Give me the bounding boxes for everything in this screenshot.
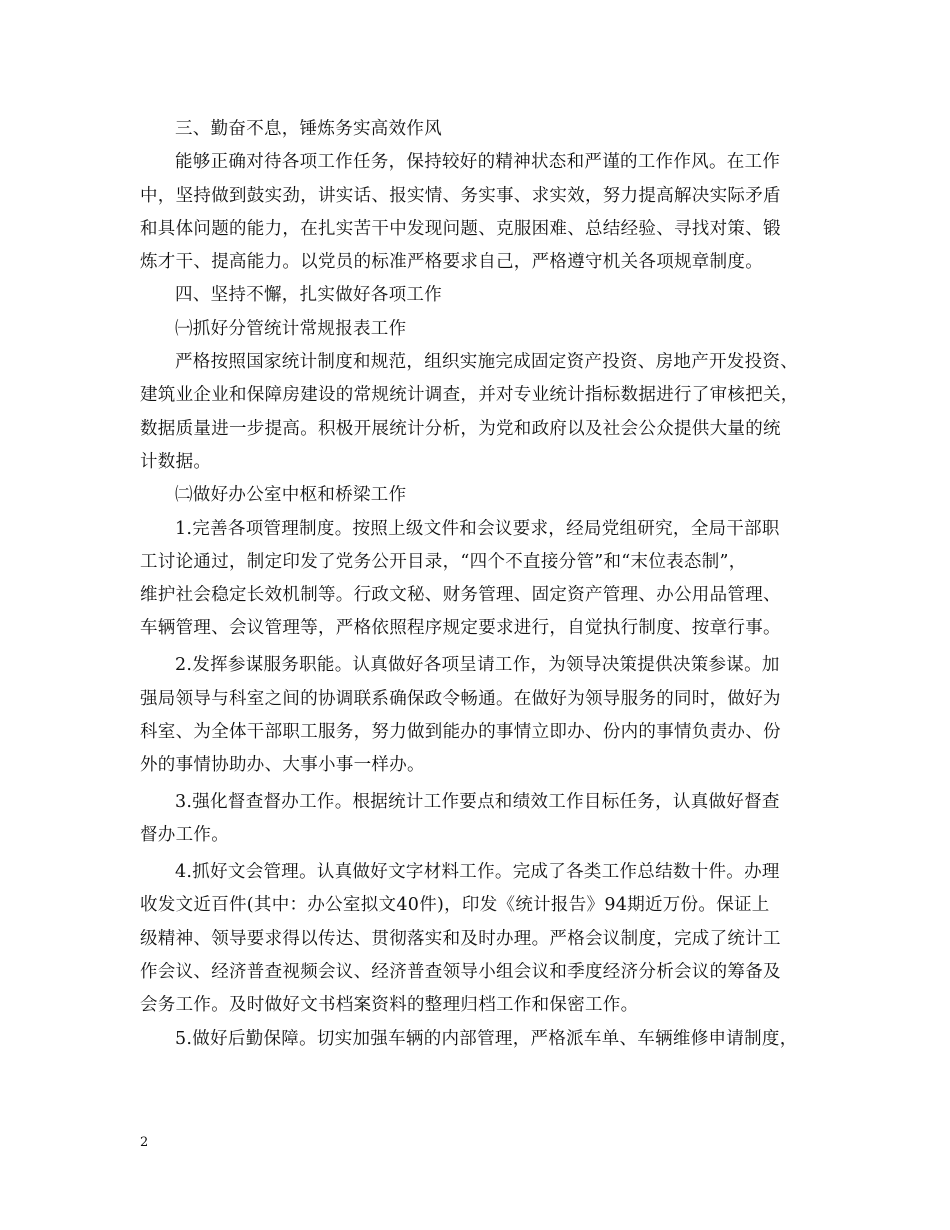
- text-line: 科室、为全体干部职工服务，努力做到能办的事情立即办、份内的事情负责办、份: [140, 721, 781, 742]
- text-line: 和具体问题的能力，在扎实苦干中发现问题、克服困难、总结经验、寻找对策、锻: [140, 218, 781, 239]
- text-line: 计数据。: [140, 451, 212, 472]
- text-line: 四、坚持不懈，扎实做好各项工作: [175, 285, 442, 306]
- text-line: 级精神、领导要求得以传达、贯彻落实和及时办理。严格会议制度，完成了统计工: [140, 928, 781, 949]
- text-line: 数据质量进一步提高。积极开展统计分析，为党和政府以及社会公众提供大量的统: [140, 418, 781, 439]
- text-line: 三、勤奋不息，锤炼务实高效作风: [175, 119, 442, 139]
- text-line: 车辆管理、会议管理等，严格依照程序规定要求进行，自觉执行制度、按章行事。: [140, 618, 781, 639]
- text-line: 外的事情协助办、大事小事一样办。: [140, 755, 425, 776]
- text-line: 4.抓好文会管理。认真做好文字材料工作。完成了各类工作总结数十件。办理: [175, 862, 780, 883]
- document-body: [140, 113, 822, 1056]
- text-line: 中，坚持做到鼓实劲，讲实话、报实情、务实事、求实效，努力提高解决实际矛盾: [140, 185, 781, 206]
- text-line: 督办工作。: [140, 825, 229, 846]
- text-line: ㈡做好办公室中枢和桥梁工作: [175, 485, 407, 506]
- text-line: 能够正确对待各项工作任务，保持较好的精神状态和严谨的工作作风。在工作: [175, 152, 781, 173]
- text-line: 严格按照国家统计制度和规范，组织实施完成固定资产投资、房地产开发投资、: [175, 352, 798, 373]
- text-line: 炼才干、提高能力。以党员的标准严格要求自己，严格遵守机关各项规章制度。: [140, 252, 763, 273]
- text-line: 1.完善各项管理制度。按照上级文件和会议要求，经局党组研究，全局干部职: [175, 518, 780, 539]
- text-line: ㈠抓好分管统计常规报表工作: [175, 318, 407, 339]
- text-line: 会务工作。及时做好文书档案资料的整理归档工作和保密工作。: [140, 995, 639, 1016]
- text-line: 作会议、经济普查视频会议、经济普查领导小组会议和季度经济分析会议的筹备及: [140, 961, 781, 982]
- text-line: 工讨论通过，制定印发了党务公开目录，“四个不直接分管”和“末位表态制”，: [140, 551, 747, 572]
- text-line: 2.发挥参谋服务职能。认真做好各项呈请工作，为领导决策提供决策参谋。加: [175, 655, 780, 676]
- text-line: 5.做好后勤保障。切实加强车辆的内部管理，严格派车单、车辆维修申请制度，: [175, 1028, 798, 1049]
- page-number: 2: [140, 1135, 149, 1150]
- text-line: 3.强化督查督办工作。根据统计工作要点和绩效工作目标任务，认真做好督查: [175, 791, 780, 812]
- text-line: 建筑业企业和保障房建设的常规统计调查，并对专业统计指标数据进行了审核把关，: [140, 385, 799, 406]
- text-line: 收发文近百件(其中：办公室拟文40件)，印发《统计报告》94期近万份。保证上: [140, 895, 770, 916]
- text-line: 强局领导与科室之间的协调联系确保政令畅通。在做好为领导服务的同时，做好为: [140, 688, 781, 709]
- text-line: 维护社会稳定长效机制等。行政文秘、财务管理、固定资产管理、办公用品管理、: [140, 585, 781, 606]
